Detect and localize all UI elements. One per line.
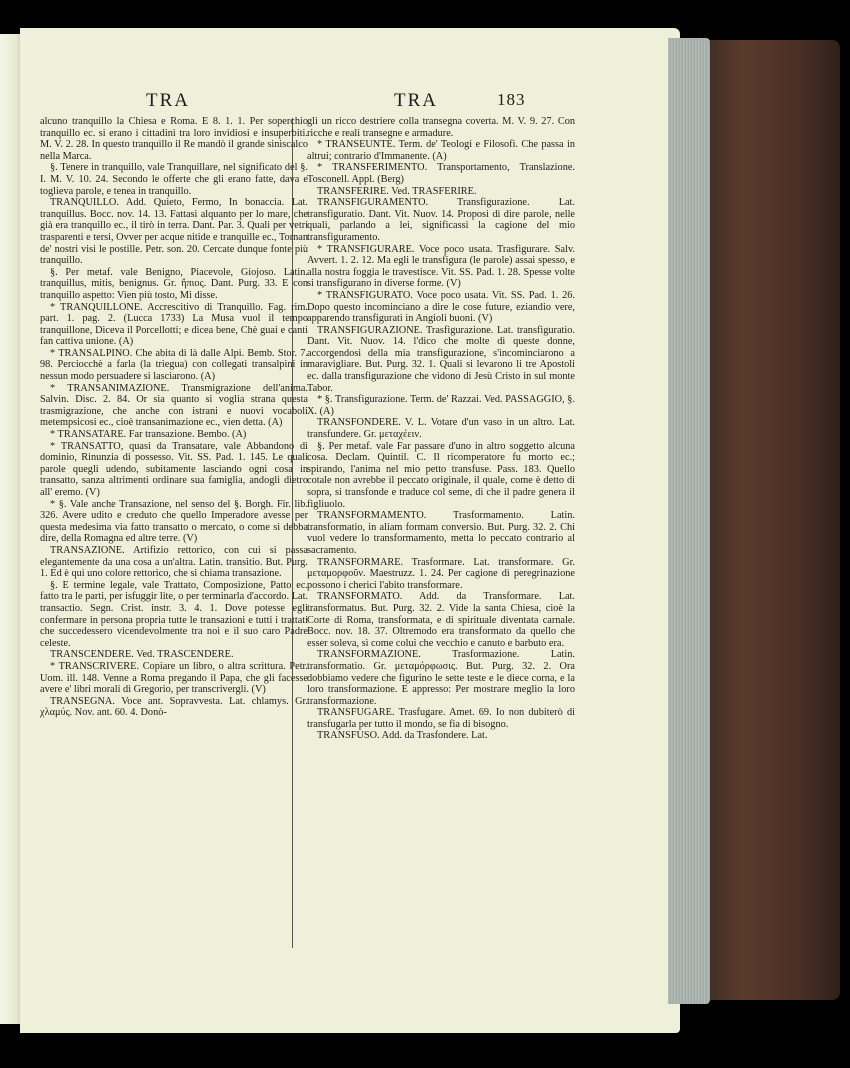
entry-paragraph: §. Tenere in tranquillo, vale Tranquillare, nel significato del §. I. M. V. 10. 24. Secondo le offerte che gli erano fatte, dava e toglieva parole, e tenea in tranquillo. xyxy=(40,162,308,197)
page-number: 183 xyxy=(497,90,526,109)
entry-paragraph: TRANSFORMAMENTO. Trasformamento. Latin. transformatio, in aliam formam conversio. But. Purg. 32. 2. Chi vuol vedere lo transformamento, metta lo peccato contrario al sacramento. xyxy=(307,510,575,556)
entry-paragraph: TRANSFUGARE. Trasfugare. Amet. 69. Io non dubiterò di transfugarla per tutto il mondo, se fia di bisogno. xyxy=(307,707,575,730)
entry-paragraph: §. Per metaf. vale Far passare d'uno in altro soggetto alcuna cosa. Declam. Quintil. C. Il ricomperatore fu morto ec.; spirando, l'anima nel mio petto transfuse. Pass. 183. Quello cotale non avrebbe il peccato originale, il quale, come è detto di sopra, si transfonde e traduce col seme, di che il padre genera il figliuolo. xyxy=(307,440,575,510)
entry-paragraph: §. E termine legale, vale Trattato, Composizione, Patto ec. fatto tra le parti, per isfuggir lite, o per terminarla d'accordo. Lat. transactio. Segn. Crist. instr. 3. 4. 1. Dove potesse egli confermare in persona propria tutte le transazioni e tutti i trattati che succedessero vicendevolmente tra noi e il suo caro Padre celeste. xyxy=(40,579,308,649)
entry-paragraph: * TRANSALPINO. Che abita di là dalle Alpi. Bemb. Stor. 7. 98. Perciocchè a farla (la triegua) con collegati transalpini in nessun modo persuadere si lasciarono. (A) xyxy=(40,347,308,383)
entry-paragraph: TRANSCENDERE. Ved. TRASCENDERE. xyxy=(50,649,234,661)
entry-paragraph: TRANSFORMATO. Add. da Transformare. Lat. transformatus. But. Purg. 32. 2. Vide la santa Chiesa, cioè la Corte di Roma, transformata, e di spirituale diventata carnale. Bocc. nov. 18. 37. Oltremodo era transformato da quello che esser soleva, sì come colui che vecchio e canuto e barbuto era. xyxy=(307,591,575,649)
entry-paragraph: * TRANSATARE. Far transazione. Bembo. (A) xyxy=(50,429,247,441)
entry-paragraph: * TRANSANIMAZIONE. Transmigrazione dell'anima. Salvin. Disc. 2. 84. Or sia quanto si voglia strana questa trasmigrazione, che anche con istrani e nuovi vocaboli metempsicosi ec., cioè transanimazione ec., vien detta. (A) xyxy=(40,382,308,429)
entry-paragraph: * TRANSATTO, quasi da Transatare, vale Abbandono di dominio, Rinunzia di possesso. Vit. SS. Pad. 1. 145. Le quali parole quegli udendo, subitamente lasciando ogni cosa in transatto, sanza altrimenti ordinare sua famiglia, andogli dietro all' eremo. (V) xyxy=(40,440,308,498)
entry-paragraph: alcuno tranquillo la Chiesa e Roma. E 8. 1. 1. Per soperchio tranquillo ec. si erano i cittadini tra loro invidiosi e insuperbiti. M. V. 2. 28. In questo tranquillo il Re mandò il grande siniscalco nella Marca. xyxy=(40,116,308,162)
entry-paragraph: §. Per metaf. vale Benigno, Piacevole, Giojoso. Latin. tranquillus, mitis, benignus. Gr. ἤπιος. Dant. Purg. 33. E con tranquillo aspetto: Vien più tosto, Mi disse. xyxy=(40,266,308,301)
entry-paragraph: * TRANSFERIMENTO. Transportamento, Translazione. Tosconell. Appl. (Berg) xyxy=(307,162,575,185)
entry-paragraph: TRANSFORMARE. Trasformare. Lat. transformare. Gr. μεταμορφοῦν. Maestruzz. 1. 24. Per cagione di peregrinazione possono i cherici l'abito transformare. xyxy=(307,556,575,591)
entry-paragraph: TRANSAZIONE. Artifizio rettorico, con cui si passa elegantemente da una cosa a un'altra. Latin. transitio. But. Purg. 1. Ed è qui uno colore rettorico, che si chiama transazione. xyxy=(40,544,308,580)
entry-paragraph: TRANSFORMAZIONE. Trasformazione. Latin. transformatio. Gr. μεταμόρφωσις. But. Purg. 32. 2. Ora dobbiamo vedere che figurino le sette teste e le diece corna, e la loro transformazione. E appresso: Per mostrare meglio la loro transformazione. xyxy=(307,649,575,707)
entry-paragraph: * TRANSEUNTE. Term. de' Teologi e Filosofi. Che passa in altrui; contrario d'Immanente. (A) xyxy=(307,139,575,162)
entry-paragraph: TRANSFERIRE. Ved. TRASFERIRE. xyxy=(317,185,477,197)
entry-paragraph: TRANSEGNA. Voce ant. Sopravvesta. Lat. chlamys. Gr. χλαμύς. Nov. ant. 60. 4. Donò- xyxy=(40,695,308,719)
left-running-head: TRA xyxy=(146,90,190,111)
left-page-edge xyxy=(0,34,22,1024)
entry-paragraph: TRANSFIGURAMENTO. Transfigurazione. Lat. transfiguratio. Dant. Vit. Nuov. 14. Proposi di dire parole, nelle quali, parlando a lei, significassi la cagione del mio transfiguramento. xyxy=(307,197,575,243)
book-cover xyxy=(700,40,840,1000)
right-column xyxy=(307,116,575,742)
entry-paragraph: * §. Vale anche Transazione, nel senso del §. Borgh. Fir. lib. 326. Avere udito e creduto che quello Imperadore avesse per questa medesima via fatto transatto o mercato, o come si debba dire, della Romagna ed altre terre. (V) xyxy=(40,498,308,545)
entry-paragraph: TRANSFUSO. Add. da Trasfondere. Lat. xyxy=(317,730,488,742)
entry-paragraph: gli un ricco destriere colla transegna coverta. M. V. 9. 27. Con ricche e reali transegne e armadure. xyxy=(307,116,575,139)
entry-paragraph: TRANSFONDERE. V. L. Votare d'un vaso in un altro. Lat. transfundere. Gr. μεταχέειν. xyxy=(307,417,575,441)
left-column xyxy=(40,116,308,719)
right-running-head: TRA xyxy=(394,90,438,111)
entry-paragraph: * §. Transfigurazione. Term. de' Razzai. Ved. PASSAGGIO, §. X. (A) xyxy=(307,394,575,417)
entry-paragraph: TRANSFIGURAZIONE. Trasfigurazione. Lat. transfiguratio. Dant. Vit. Nuov. 14. l'dico che molte di queste donne, accorgendosi della mia transfigurazione, s'incominciarono a maravigliare. But. Purg. 32. 1. Quali si levarono li tre Apostoli ec. dalla transfigurazione che vidono di Jesù Cristo in sul monte Tabor. xyxy=(307,324,575,394)
entry-paragraph: * TRANSFIGURATO. Voce poco usata. Vit. SS. Pad. 1. 26. Dopo questo incominciano a dire le cose future, eziandio vere, apparendo transfigurati in Angioli buoni. (V) xyxy=(307,289,575,325)
entry-paragraph: * TRANSFIGURARE. Voce poco usata. Trasfigurare. Salv. Avvert. 1. 2. 12. Ma egli le transfigura (le parole) assai spesso, e alla nostra foggia le travestisce. Vit. SS. Pad. 1. 28. Spesse volte si transfigurano in diverse forme. (V) xyxy=(307,243,575,290)
entry-paragraph: TRANQUILLO. Add. Quieto, Fermo, In bonaccia. Lat. tranquillus. Bocc. nov. 14. 13. Fattasi alquanto per lo mare, che già era tranquillo ec., il tirò in terra. Dant. Par. 3. Quali per vetri trasparenti e tersi, Ovver per acque nitide e tranquille ec., Tornan de' nostri visi le postille. Petr. son. 20. Cercate dunque fonte più tranquillo. xyxy=(40,197,308,267)
page-fore-edge xyxy=(668,38,710,1004)
entry-paragraph: * TRANQUILLONE. Accrescitivo di Tranquillo. Fag. rim. part. 1. pag. 2. (Lucca 1733) La Musa vuol il tempo tranquillone, Diceva il Porcellotti; e dicea bene, Chè guai e canti fan cattiva unione. (A) xyxy=(40,301,308,348)
entry-paragraph: * TRANSCRIVERE. Copiare un libro, o altra scrittura. Petr. Uom. ill. 148. Venne a Roma pregando il Papa, che gli facesse avere e' libri morali di Gregorio, per transcrivergli. (V) xyxy=(40,660,308,696)
